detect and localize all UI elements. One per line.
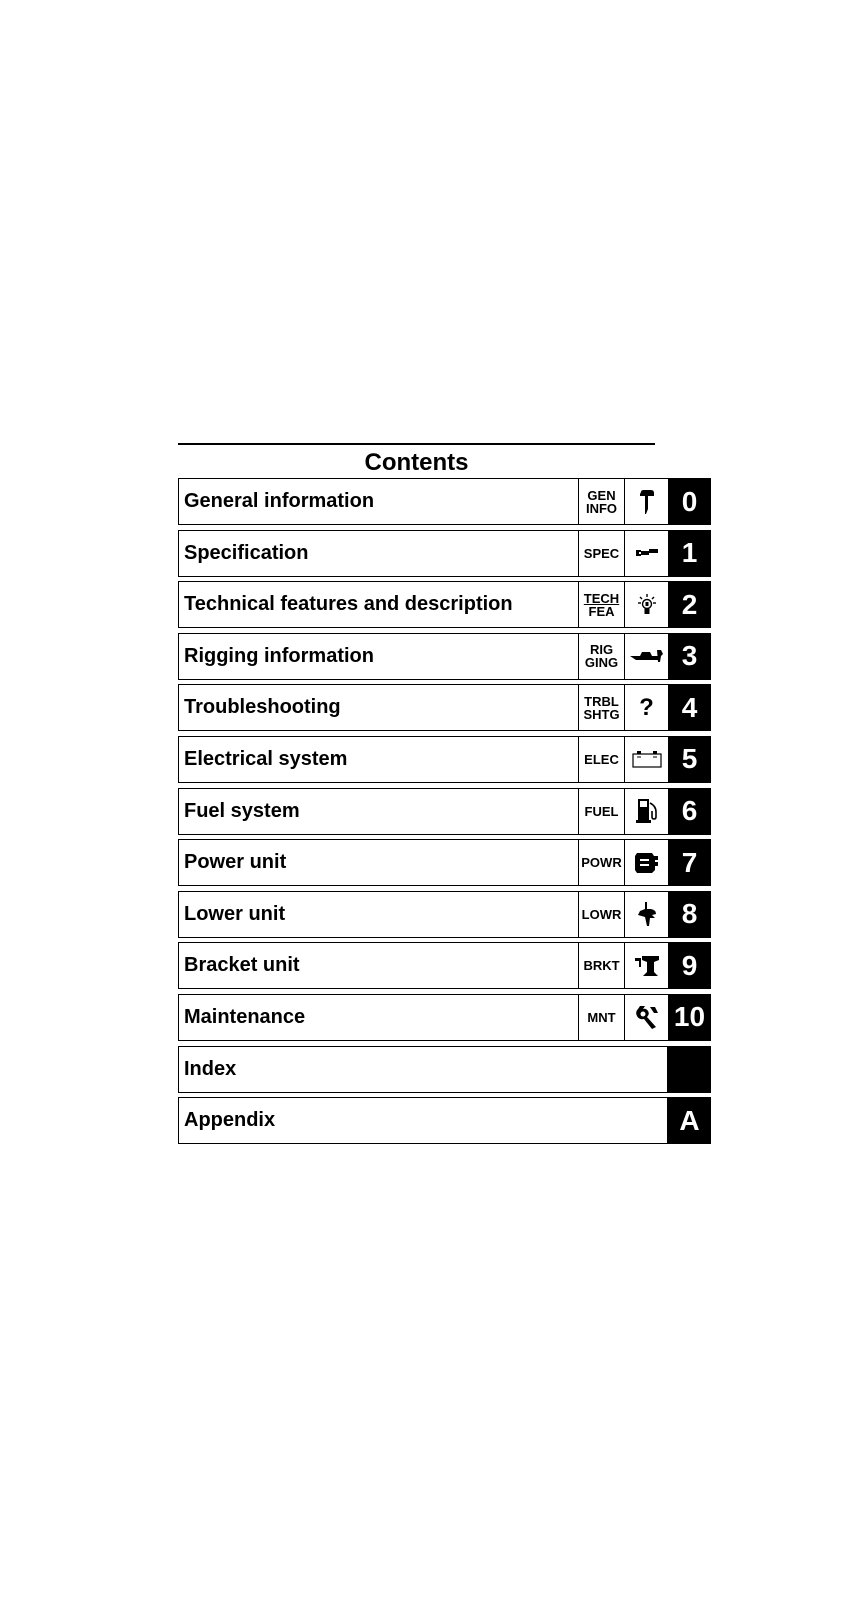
toc-label: Power unit	[178, 839, 578, 886]
toc-label: Lower unit	[178, 891, 578, 938]
toc-label: Troubleshooting	[178, 684, 578, 731]
section-tab: 8	[668, 891, 711, 938]
toc-label: Electrical system	[178, 736, 578, 783]
toc-label: Fuel system	[178, 788, 578, 835]
toc-row-troubleshooting[interactable]	[178, 684, 711, 731]
toc-label: Bracket unit	[178, 942, 578, 989]
bracket-icon	[624, 942, 668, 989]
toc-row-power-unit[interactable]	[178, 839, 711, 886]
section-tab: A	[668, 1097, 711, 1144]
section-tab: 4	[668, 684, 711, 731]
section-tab: 5	[668, 736, 711, 783]
engine-icon	[624, 839, 668, 886]
fuel-pump-icon	[624, 788, 668, 835]
toc-row-bracket-unit[interactable]	[178, 942, 711, 989]
toc-label: Maintenance	[178, 994, 578, 1041]
toc-row-lower-unit[interactable]	[178, 891, 711, 938]
table-of-contents	[178, 478, 711, 1149]
outboard-motor-icon	[624, 478, 668, 525]
toc-row-technical-features[interactable]	[178, 581, 711, 628]
toc-abbr: POWR	[578, 839, 624, 886]
toc-label: Index	[178, 1046, 668, 1093]
page-title: Contents	[364, 449, 469, 476]
section-tab: 2	[668, 581, 711, 628]
toc-row-rigging-information[interactable]	[178, 633, 711, 680]
toc-row-fuel-system[interactable]	[178, 788, 711, 835]
toc-abbr: TRBL SHTG	[578, 684, 624, 731]
light-bulb-icon	[624, 581, 668, 628]
toc-row-electrical-system[interactable]	[178, 736, 711, 783]
section-tab: 1	[668, 530, 711, 577]
toc-abbr: LOWR	[578, 891, 624, 938]
toc-abbr: GEN INFO	[578, 478, 624, 525]
battery-icon	[624, 736, 668, 783]
maintenance-wrench-icon	[624, 994, 668, 1041]
toc-abbr: MNT	[578, 994, 624, 1041]
toc-label: Technical features and description	[178, 581, 578, 628]
toc-label: General information	[178, 478, 578, 525]
toc-abbr: BRKT	[578, 942, 624, 989]
boat-icon	[624, 633, 668, 680]
toc-abbr: SPEC	[578, 530, 624, 577]
section-tab: 7	[668, 839, 711, 886]
section-tab: 10	[668, 994, 711, 1041]
toc-row-index[interactable]	[178, 1046, 711, 1093]
section-tab	[668, 1046, 711, 1093]
toc-abbr: FUEL	[578, 788, 624, 835]
toc-abbr: TECH FEA	[578, 581, 624, 628]
section-tab: 9	[668, 942, 711, 989]
toc-row-specification[interactable]	[178, 530, 711, 577]
toc-label: Rigging information	[178, 633, 578, 680]
toc-abbr: ELEC	[578, 736, 624, 783]
toc-abbr: RIG GING	[578, 633, 624, 680]
toc-label: Specification	[178, 530, 578, 577]
toc-label: Appendix	[178, 1097, 668, 1144]
section-tab: 3	[668, 633, 711, 680]
toc-row-general-information[interactable]	[178, 478, 711, 525]
section-tab: 0	[668, 478, 711, 525]
header-rule	[178, 443, 655, 445]
section-tab: 6	[668, 788, 711, 835]
toc-row-maintenance[interactable]	[178, 994, 711, 1041]
lower-unit-icon	[624, 891, 668, 938]
question-mark-icon: ?	[624, 684, 668, 731]
toc-row-appendix[interactable]	[178, 1097, 711, 1144]
wrench-icon	[624, 530, 668, 577]
